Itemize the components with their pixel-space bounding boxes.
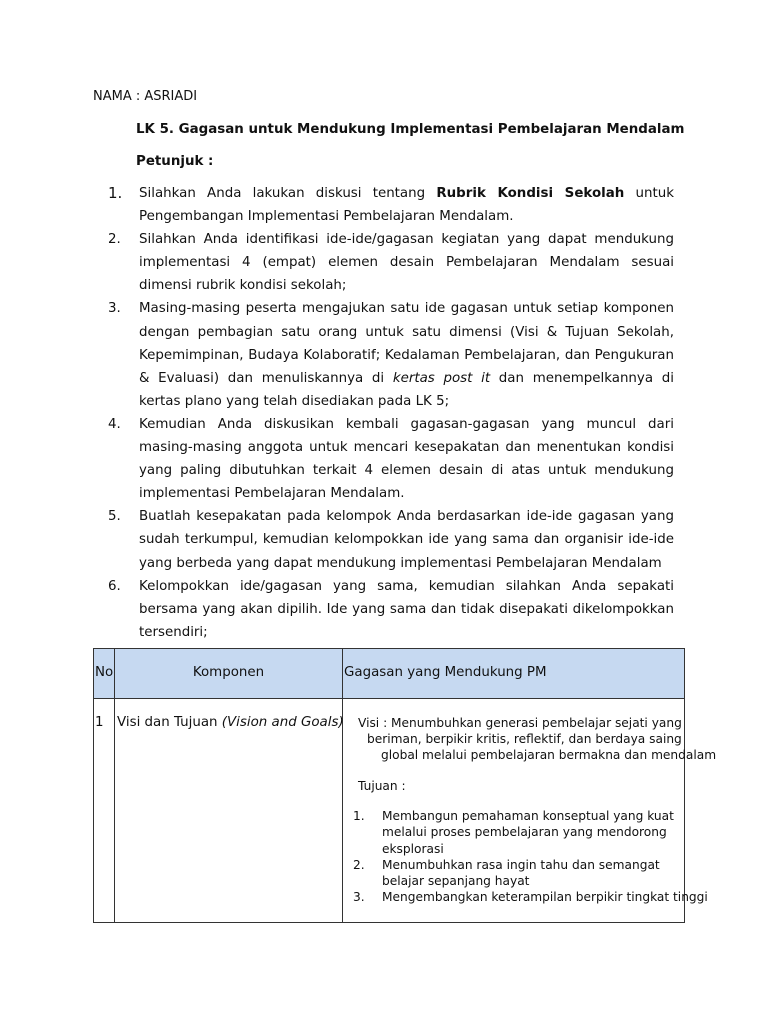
- table-border-left: [93, 648, 94, 923]
- instruction-number: 1.: [108, 184, 123, 202]
- instruction-number: 2.: [108, 232, 121, 248]
- table-column-divider: [114, 648, 115, 923]
- instruction-italic-text: kertas post it: [392, 370, 491, 386]
- visi-line: beriman, berpikir kritis, reflektif, dan berdaya saing: [367, 732, 682, 746]
- header-gagasan: Gagasan yang Mendukung PM: [344, 665, 547, 680]
- instruction-bold-text: Rubrik Kondisi Sekolah: [436, 186, 625, 201]
- table-border-top: [93, 648, 685, 649]
- tujuan-item: [353, 808, 683, 857]
- header-komponen: Komponen: [192, 665, 265, 680]
- visi-line: global melalui pembelajaran bermakna dan mendalam: [381, 748, 717, 762]
- instruction-text: Kemudian Anda diskusikan kembali gagasan-gagasan yang muncul dari masing-masing anggota untuk mencari kesepakatan dan menentukan kondisi yang paling dibutuhkan terkait 4 elemen desain di atas untuk mendukung implementasi Pembelajaran Mendalam.: [139, 416, 674, 502]
- instruction-item-6: [108, 575, 674, 644]
- tujuan-item: [353, 889, 708, 905]
- instruction-text: Kelompokkan ide/gagasan yang sama, kemudian silahkan Anda sepakati bersama yang akan dipilih. Ide yang sama dan tidak disepakati dikelompokkan tersendiri;: [139, 578, 674, 640]
- instruction-text: Buatlah kesepakatan pada kelompok Anda berdasarkan ide-ide gagasan yang sudah terkumpul, kemudian kelompokkan ide yang sama dan organisir ide-ide yang berbeda yang dapat mendukung implementasi Pembelajaran Mendalam: [139, 509, 674, 571]
- tujuan-item: [353, 857, 683, 890]
- instruction-text: Silahkan Anda lakukan diskusi tentang: [139, 186, 437, 201]
- row-number: 1: [95, 715, 104, 730]
- table-column-divider: [342, 648, 343, 923]
- komponen-label: Visi dan Tujuan: [117, 715, 222, 730]
- student-name: NAMA : ASRIADI: [93, 89, 198, 104]
- table-border-right: [684, 648, 685, 923]
- visi-line: Visi : Menumbuhkan generasi pembelajar sejati yang: [358, 716, 682, 730]
- worksheet-title: LK 5. Gagasan untuk Mendukung Implementasi Pembelajaran Mendalam: [136, 122, 685, 137]
- instructions-heading: Petunjuk :: [136, 154, 214, 169]
- instruction-number: 6.: [108, 578, 121, 594]
- tujuan-number: 3.: [353, 890, 365, 905]
- instruction-number: 5.: [108, 509, 121, 525]
- instruction-list: [108, 182, 674, 644]
- row-komponen: [117, 715, 344, 730]
- tujuan-number: 1.: [353, 809, 365, 823]
- tujuan-text: Mengembangkan keterampilan berpikir tingkat tinggi: [382, 890, 708, 905]
- instruction-item-2: [108, 228, 674, 297]
- tujuan-number: 2.: [353, 857, 365, 872]
- instruction-text: untuk Pengembangan Implementasi Pembelajaran Mendalam.: [139, 186, 674, 225]
- instruction-item-1: [108, 182, 674, 228]
- instruction-number: 3.: [108, 301, 121, 317]
- tujuan-text: Membangun pemahaman konseptual yang kuat melalui proses pembelajaran yang mendorong eksplorasi: [382, 809, 674, 856]
- komponen-english-label: (Vision and Goals): [221, 715, 344, 730]
- tujuan-list: [353, 808, 708, 906]
- instruction-number: 4.: [108, 416, 121, 432]
- header-no: No: [95, 665, 114, 680]
- table-border-bottom: [93, 922, 685, 923]
- instruction-item-5: [108, 505, 674, 574]
- instruction-text: Masing-masing peserta mengajukan satu ide gagasan untuk setiap komponen dengan pembagian satu orang untuk satu dimensi (Visi & Tujuan Sekolah, Kepemimpinan, Budaya Kolaboratif; Kedalaman Pembelajaran, dan Pengukuran & Evaluasi) dan menuliskannya di: [139, 301, 674, 386]
- tujuan-text: Menumbuhkan rasa ingin tahu dan semangat belajar sepanjang hayat: [382, 857, 660, 889]
- instruction-item-4: [108, 413, 674, 505]
- instruction-text: Silahkan Anda identifikasi ide-ide/gagasan kegiatan yang dapat mendukung implementasi 4 (empat) elemen desain Pembelajaran Mendalam sesuai dimensi rubrik kondisi sekolah;: [139, 232, 674, 294]
- ideas-table: [93, 648, 717, 923]
- table-header-divider: [93, 698, 685, 699]
- instruction-text: dan menempelkannya di kertas plano yang telah disediakan pada LK 5;: [139, 370, 674, 409]
- tujuan-label: Tujuan :: [358, 779, 406, 793]
- instruction-item-3: [108, 297, 674, 412]
